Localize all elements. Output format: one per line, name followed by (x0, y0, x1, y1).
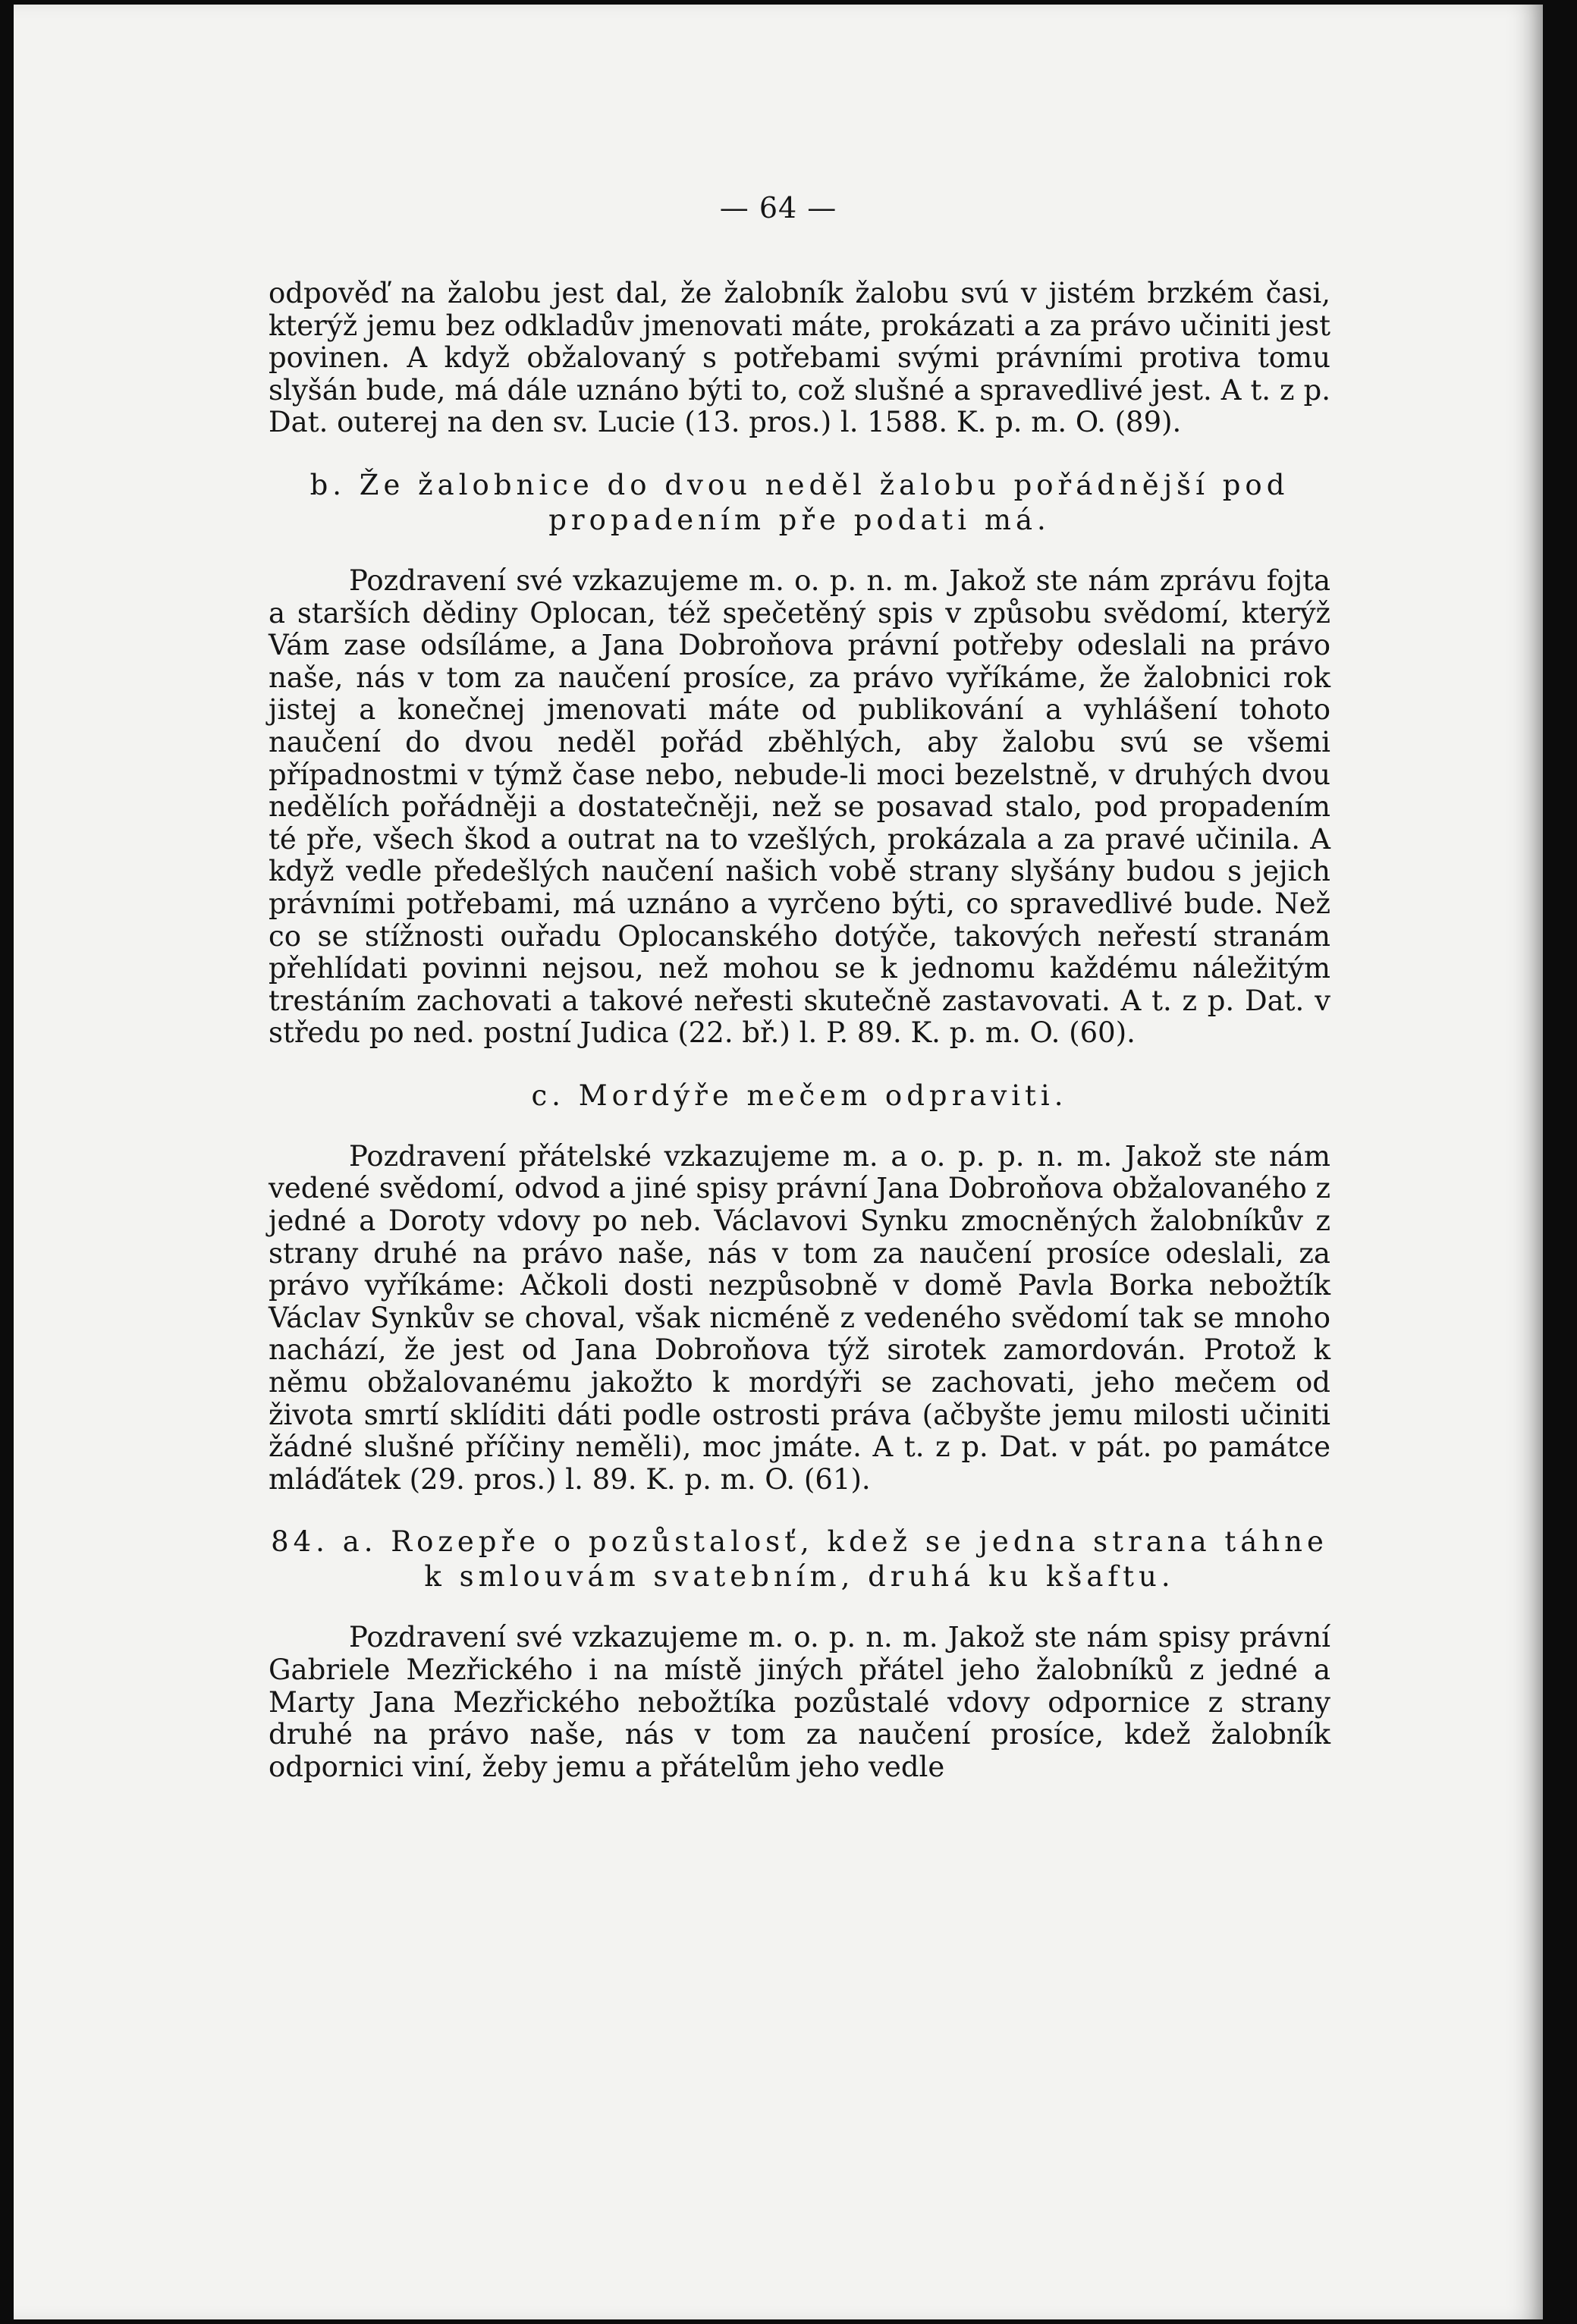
intro-paragraph: odpověď na žalobu jest dal, že žalobník žalobu svú v jistém brzkém časi, kterýž jemu bez odkladův jmenovati máte, prokázati a za právo učiniti jest povinen. A když obžalovaný s potřebami svými právními protiva tomu slyšán bude, má dále uznáno býti to, což slušné a spravedlivé jest. A t. z p. Dat. outerej na den sv. Lucie (13. pros.) l. 1588. K. p. m. O. (89). (269, 277, 1330, 439)
spacer (269, 439, 1330, 468)
section-84-paragraph: Pozdravení své vzkazujeme m. o. p. n. m. Jakož ste nám spisy právní Gabriele Mezřického i na místě jiných přátel jeho žalobníků z jedné a Marty Jana Mezřického nebožtíka pozůstalé vdovy odpornice z strany druhé na právo naše, nás v tom za naučení prosíce, kdež žalobník odpornici viní, žeby jemu a přátelům jeho vedle (269, 1621, 1330, 1783)
section-c-paragraph: Pozdravení přátelské vzkazujeme m. a o. p. p. n. m. Jakož ste nám vedené svědomí, odvod a jiné spisy právní Jana Dobroňova obžalovaného z jedné a Doroty vdovy po neb. Václavovi Synku zmocněných žalobníkův z strany druhé na právo naše, nás v tom za naučení prosíce odeslali, za právo vyříkáme: Ačkoli dosti nezpůsobně v domě Pavla Borka nebožtík Václav Synkův se choval, však nicméně z vedeného svědomí tak se mnoho nachází, že jest od Jana Dobroňova týž sirotek zamordován. Protož k němu obžalovanému jakožto k mordýři se zachovati, jeho mečem od života smrtí sklíditi dáti podle ostrosti práva (ačbyšte jemu milosti učiniti žádné slušné příčiny neměli), moc jmáte. A t. z p. Dat. v pát. po památce mláďátek (29. pros.) l. 89. K. p. m. O. (61). (269, 1139, 1330, 1496)
section-c-heading: c. Mordýře mečem odpraviti. (531, 1079, 1068, 1112)
page-number: — 64 — (719, 191, 837, 225)
book-page (14, 5, 1543, 2319)
page-body (269, 278, 1330, 1783)
spacer (269, 538, 1330, 565)
spacer (269, 1594, 1330, 1622)
section-84-heading: 84. a. Rozepře o pozůstalosť, kdež se jedna strana táhne k smlouvám svatebním, druhá ku kšaftu. (271, 1525, 1328, 1594)
section-b-paragraph: Pozdravení své vzkazujeme m. o. p. n. m. Jakož ste nám zprávu fojta a starších dědiny Oplocan, též spečetěný spis v způsobu svědomí, kterýž Vám zase odsíláme, a Jana Dobroňova právní potřeby odeslali na právo naše, nás v tom za naučení prosíce, za právo vyříkáme, že žalobnici rok jistej a konečnej jmenovati máte od publikování a vyhlášení tohoto naučení do dvou neděl pořád zběhlých, aby žalobu svú se všemi případnostmi v týmž čase nebo, nebude-li moci bezelstně, v druhých dvou nedělích pořádněji a dostatečněji, než se posavad stalo, pod propadením té pře, všech škod a outrat na to vzešlých, prokázala a za pravé učinila. A když vedle předešlých naučení našich vobě strany slyšány budou s jejich právními potřebami, má uznáno a vyrčeno býti, co spravedlivé bude. Než co se stížnosti ouřadu Oplocanského dotýče, takových neřestí stranám přehlídati povinni nejsou, než mohou se k jednomu každému náležitým trestáním zachovati a takové neřesti skutečně zastavovati. A t. z p. Dat. v středu po ned. postní Judica (22. bř.) l. P. 89. K. p. m. O. (60). (269, 564, 1330, 1050)
spacer (269, 1113, 1330, 1141)
spacer (269, 1496, 1330, 1525)
section-b-heading: b. Že žalobnice do dvou neděl žalobu pořádnější pod propadením pře podati má. (309, 468, 1290, 536)
spacer (269, 1050, 1330, 1079)
